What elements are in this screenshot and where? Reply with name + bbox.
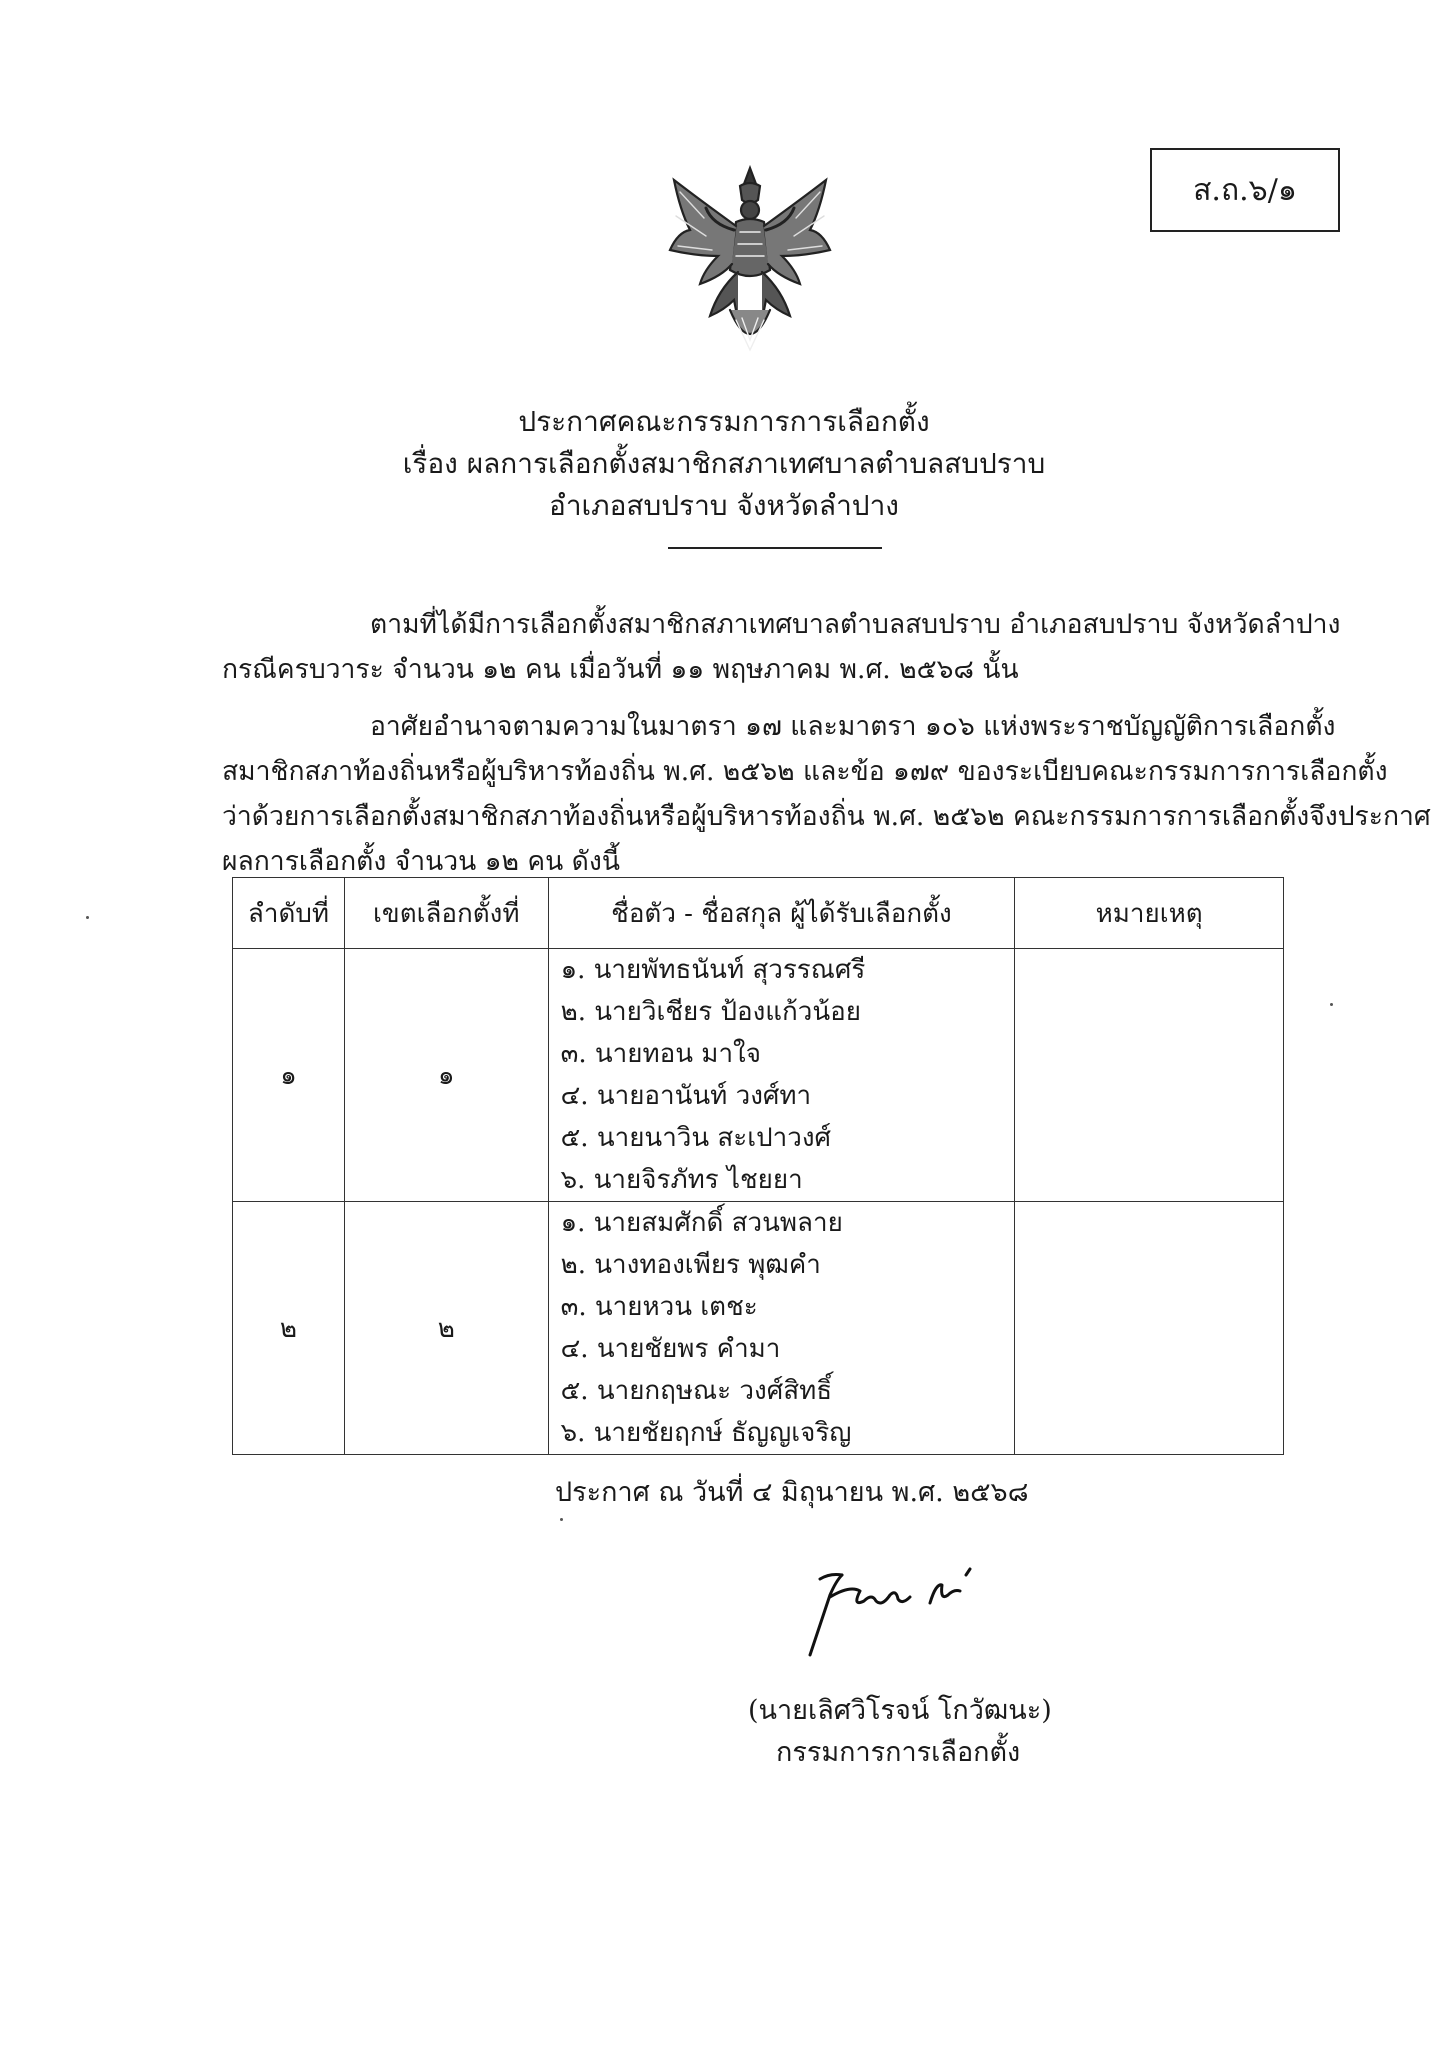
table-header-row <box>233 878 1284 949</box>
handwritten-signature-icon <box>790 1545 1010 1665</box>
order-cell: ๑ <box>233 949 345 1202</box>
garuda-emblem-icon <box>660 160 840 360</box>
elected-name: ๓. นายทอน มาใจ <box>560 1039 761 1069</box>
paragraph-2-line-4: ผลการเลือกตั้ง จำนวน ๑๒ คน ดังนี้ <box>222 846 620 877</box>
paragraph-2-line-1: อาศัยอำนาจตามความในมาตรา ๑๗ และมาตรา ๑๐๖ แห่งพระราชบัญญัติการเลือกตั้ง <box>370 711 1336 742</box>
note-cell <box>1015 949 1284 1202</box>
scan-speck <box>560 1518 563 1521</box>
paragraph-1-line-2: กรณีครบวาระ จำนวน ๑๒ คน เมื่อวันที่ ๑๑ พฤษภาคม พ.ศ. ๒๕๖๘ นั้น <box>222 654 1019 685</box>
names-cell <box>548 1202 1015 1455</box>
names-cell <box>548 949 1015 1202</box>
elected-name: ๖. นายจิรภัทร ไชยยา <box>560 1165 803 1195</box>
table-row <box>233 949 1284 1202</box>
header-note: หมายเหตุ <box>1015 878 1284 949</box>
elected-name: ๑. นายพัทธนันท์ สุวรรณศรี <box>560 955 866 985</box>
announcement-date: ประกาศ ณ วันที่ ๔ มิถุนายน พ.ศ. ๒๕๖๘ <box>555 1477 1029 1508</box>
elected-name: ๔. นายอานันท์ วงศ์ทา <box>560 1081 812 1111</box>
header-district: เขตเลือกตั้งที่ <box>344 878 548 949</box>
header-order: ลำดับที่ <box>233 878 345 949</box>
announcement-location: อำเภอสบปราบ จังหวัดลำปาง <box>549 489 899 522</box>
title-divider <box>668 547 882 549</box>
elected-name: ๕. นายกฤษณะ วงศ์สิทธิ์ <box>560 1376 833 1406</box>
district-cell: ๑ <box>344 949 548 1202</box>
elected-name: ๒. นายวิเชียร ป้องแก้วน้อย <box>560 997 862 1027</box>
announcement-heading: ประกาศคณะกรรมการการเลือกตั้ง <box>518 405 930 438</box>
paragraph-2-line-2: สมาชิกสภาท้องถิ่นหรือผู้บริหารท้องถิ่น พ.ศ. ๒๕๖๒ และข้อ ๑๗๙ ของระเบียบคณะกรรมการการเลือกตั้ง <box>222 756 1388 787</box>
signer-name: (นายเลิศวิโรจน์ โกวัฒนะ) <box>748 1695 1052 1726</box>
form-code: ส.ถ.๖/๑ <box>1193 172 1297 208</box>
district-cell: ๒ <box>344 1202 548 1455</box>
scan-speck <box>86 916 89 919</box>
elected-name: ๒. นางทองเพียร พุฒคำ <box>560 1250 821 1280</box>
order-cell: ๒ <box>233 1202 345 1455</box>
elected-name: ๖. นายชัยฤกษ์ ธัญญเจริญ <box>560 1418 852 1448</box>
elected-name: ๓. นายหวน เตชะ <box>560 1292 758 1322</box>
election-results-table <box>232 877 1284 1455</box>
table-row <box>233 1202 1284 1455</box>
signer-title: กรรมการการเลือกตั้ง <box>776 1737 1021 1768</box>
paragraph-2-line-3: ว่าด้วยการเลือกตั้งสมาชิกสภาท้องถิ่นหรือผู้บริหารท้องถิ่น พ.ศ. ๒๕๖๒ คณะกรรมการการเลือกตั้งจึงประกาศ <box>222 801 1431 832</box>
elected-name: ๕. นายนาวิน สะเปาวงศ์ <box>560 1123 832 1153</box>
form-code-box <box>1150 148 1340 232</box>
paragraph-1-line-1: ตามที่ได้มีการเลือกตั้งสมาชิกสภาเทศบาลตำบลสบปราบ อำเภอสบปราบ จังหวัดลำปาง <box>370 609 1341 640</box>
note-cell <box>1015 1202 1284 1455</box>
announcement-subject: เรื่อง ผลการเลือกตั้งสมาชิกสภาเทศบาลตำบลสบปราบ <box>402 447 1046 480</box>
header-name: ชื่อตัว - ชื่อสกุล ผู้ได้รับเลือกตั้ง <box>548 878 1015 949</box>
elected-name: ๑. นายสมศักดิ์ สวนพลาย <box>560 1208 843 1238</box>
scan-speck <box>1330 1003 1333 1006</box>
elected-name: ๔. นายชัยพร คำมา <box>560 1334 781 1364</box>
